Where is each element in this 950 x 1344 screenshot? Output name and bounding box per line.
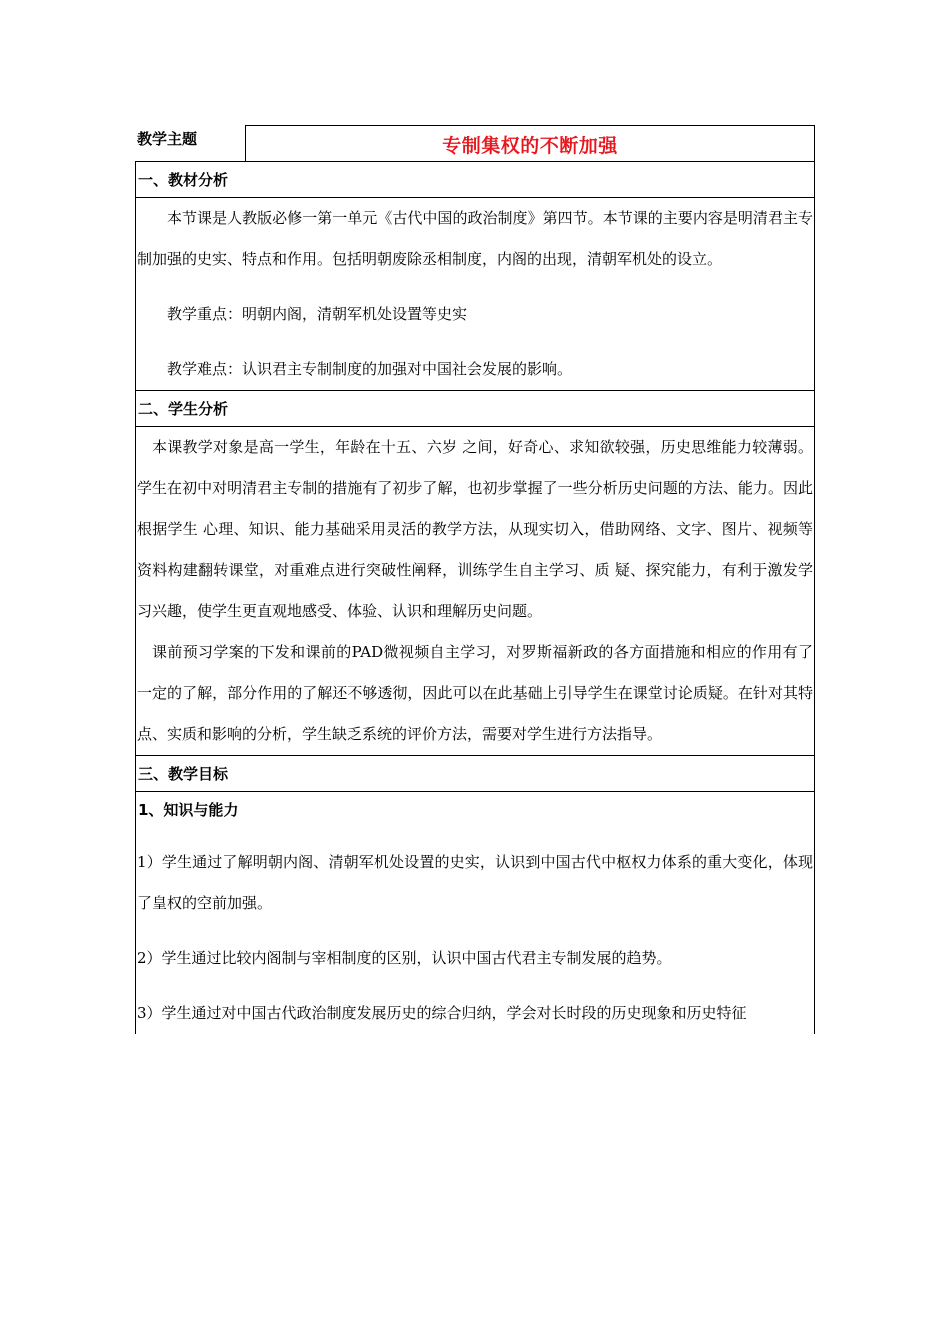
section-heading-textbook-analysis: 一、教材分析 — [136, 162, 814, 198]
goal-item-2: 2）学生通过比较内阁制与宰相制度的区别，认识中国古代君主专制发展的趋势。 — [137, 949, 672, 967]
goal-item-3: 3）学生通过对中国古代政治制度发展历史的综合归纳，学会对长时段的历史现象和历史特征 — [137, 1004, 747, 1022]
title-cell — [245, 125, 815, 162]
lesson-title: 专制集权的不断加强 — [442, 134, 618, 157]
section-heading-teaching-goals: 三、教学目标 — [136, 756, 814, 792]
sub-heading-knowledge-ability: 1、知识与能力 — [138, 801, 239, 819]
student-analysis-paragraph-1: 本课教学对象是高一学生，年龄在十五、六岁 之间，好奇心、求知欲较强，历史思维能力较薄弱。学生在初中对明清君主专制的措施有了初步了解，也初步掌握了一些分析历史问题的方法、能力。因此根据学生 心理、知识、能力基础采用灵活的教学方法，从现实切入，借助网络、文字、图片、视频等资料构建翻转课堂，对重难点进行突破性阐释，训练学生自主学习、质 疑、探究能力，有利于激发学习兴趣，使学生更直观地感受、体验、认识和理解历史问题。 — [137, 438, 813, 620]
goal-item-1: 1）学生通过了解明朝内阁、清朝军机处设置的史实，认识到中国古代中枢权力体系的重大变化，体现了皇权的空前加强。 — [137, 853, 813, 912]
student-analysis-paragraph-2: 课前预习学案的下发和课前的PAD微视频自主学习，对罗斯福新政的各方面措施和相应的作用有了一定的了解，部分作用的了解还不够透彻，因此可以在此基础上引导学生在课堂讨论质疑。在针对其特点、实质和影响的分析，学生缺乏系统的评价方法，需要对学生进行方法指导。 — [137, 643, 813, 743]
textbook-analysis-paragraph: 本节课是人教版必修一第一单元《古代中国的政治制度》第四节。本节课的主要内容是明清君主专制加强的史实、特点和作用。包括明朝废除丞相制度，内阁的出现，清朝军机处的设立。 — [137, 209, 813, 268]
key-point-line: 教学重点：明朝内阁，清朝军机处设置等史实 — [167, 305, 468, 323]
section-body-student-analysis — [136, 427, 814, 756]
topic-label: 教学主题 — [137, 130, 198, 148]
section-heading-student-analysis: 二、学生分析 — [136, 391, 814, 427]
section-body-teaching-goals — [136, 792, 814, 1034]
difficulty-line: 教学难点：认识君主专制制度的加强对中国社会发展的影响。 — [167, 360, 573, 378]
lesson-plan-table — [135, 161, 815, 1034]
section-body-textbook-analysis — [136, 198, 814, 391]
